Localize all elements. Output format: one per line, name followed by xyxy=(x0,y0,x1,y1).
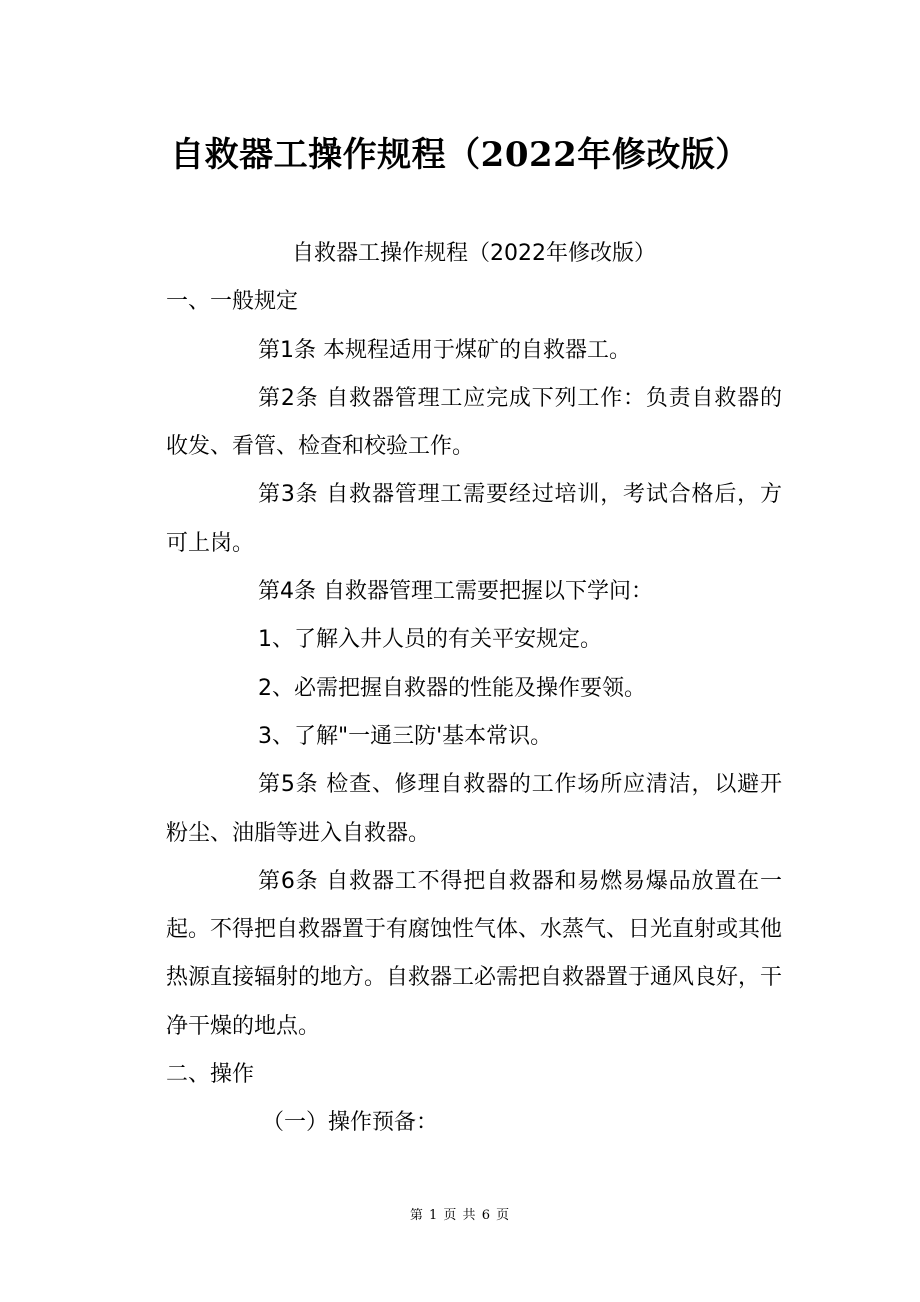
section-heading: 一、一般规定 xyxy=(166,289,299,315)
section-heading: 二、操作 xyxy=(166,1062,255,1088)
document-body xyxy=(166,230,782,1148)
list-item: 1、了解入井人员的有关平安规定。 xyxy=(258,627,602,653)
article-paragraph: 第6条 自救器工不得把自救器和易燃易爆品放置在一起。不得把自救器置于有腐蚀性气体、水蒸气、日光直射或其他热源直接辐射的地方。自救器工必需把自救器置于通风良好，干净干燥的地点。 xyxy=(166,868,783,1039)
list-item: 2、必需把握自救器的性能及操作要领。 xyxy=(258,675,646,701)
article-paragraph: 第4条 自救器管理工需要把握以下学问： xyxy=(258,579,653,605)
document-subtitle: 自救器工操作规程（2022年修改版） xyxy=(292,241,656,266)
article-paragraph: 第2条 自救器管理工应完成下列工作：负责自救器的收发、看管、检查和校验工作。 xyxy=(166,385,782,460)
article-paragraph: 第5条 检查、修理自救器的工作场所应清洁，以避开粉尘、油脂等进入自救器。 xyxy=(166,772,782,846)
article-paragraph: 第3条 自救器管理工需要经过培训，考试合格后，方可上岗。 xyxy=(166,482,782,556)
subsection-heading: （一）操作预备： xyxy=(262,1110,439,1136)
article-paragraph: 第1条 本规程适用于煤矿的自救器工。 xyxy=(258,337,631,363)
page-indicator: 第 1 页 共 6 页 xyxy=(409,1208,511,1223)
list-item: 3、了解"一通三防'基本常识。 xyxy=(258,723,553,749)
document-title: 自救器工操作规程（2022年修改版） xyxy=(170,135,750,175)
